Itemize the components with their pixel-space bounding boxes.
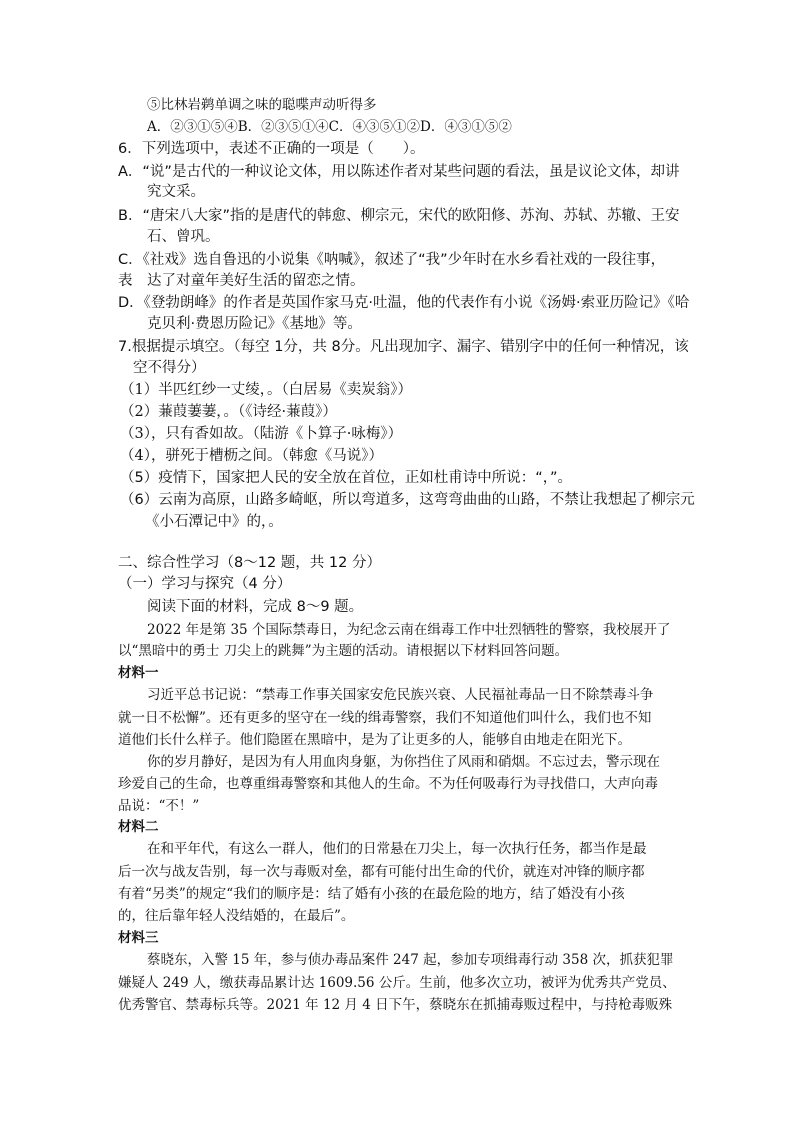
- q7-stem-line1: 7.根据提示填空。（每空 1分，共 8分。凡出现加字、漏字、错别字中的任何一种情况，该: [118, 339, 689, 355]
- section-intro-line2: 以“黑暗中的勇士 刀尖上的跳舞”为主题的活动。请根据以下材料回答问题。: [118, 643, 569, 659]
- q5-options: A．②③①⑤④B．②③⑤①④C．④③⑤①②D．④③①⑤②: [147, 119, 512, 135]
- q6-stem: 6．下列选项中，表述不正确的一项是（ ）。: [118, 141, 425, 157]
- q7-item-6-line2: 《小石潭记中》的，。: [145, 514, 283, 530]
- material-1-line: 就一日不松懈”。还有更多的坚守在一线的缉毒警察，我们不知道他们叫什么，我们也不知: [118, 710, 652, 726]
- material-3-line: 蔡晓东，入警 15 年，参与侦办毒品案件 247 起，参加专项缉毒行动 358 次，抓获犯罪: [147, 952, 674, 968]
- material-3-line: 嫌疑人 249 人，缴获毒品累计达 1609.56 公斤。生前，他多次立功，被评为优秀共产党员、: [118, 975, 676, 991]
- section-instruction: 阅读下面的材料，完成 8～9 题。: [147, 599, 364, 615]
- material-1-line: 珍爱自己的生命，也尊重缉毒警察和其他人的生命。不为任何吸毒行为寻找借口，大声向毒: [118, 776, 658, 792]
- q7-item-2: （2）蒹葭萋萋，。（《诗经·蒹葭》）: [120, 404, 337, 420]
- material-3-line: 优秀警官、禁毒标兵等。2021 年 12 月 4 日下午，蔡晓东在抓捕毒贩过程中，与持枪毒贩殊: [118, 997, 673, 1013]
- material-2-line: 在和平年代，有这么一群人，他们的日常悬在刀尖上，每一次执行任务，都当作是最: [147, 841, 647, 857]
- q6-option-b-line1: B．“唐宋八大家”指的是唐代的韩愈、柳宗元，宋代的欧阳修、苏洵、苏轼、苏辙、王安: [118, 208, 680, 224]
- material-1-line: 道他们长什么样子。他们隐匿在黑暗中，是为了让更多的人，能够自由地走在阳光下。: [118, 732, 631, 748]
- material-1-line: 习近平总书记说：“禁毒工作事关国家安危民族兴衰、人民福祉毒品一日不除禁毒斗争: [147, 687, 654, 703]
- subsection-title: （一）学习与探究（4 分）: [118, 576, 292, 592]
- q6-option-d-line1: D．《登勃朗峰》的作者是英国作家马克·吐温，他的代表作有小说《汤姆·索亚历险记》《哈: [118, 295, 690, 311]
- material-2-line: 有着“另类”的规定“我们的顺序是：结了婚有小孩的在最危险的地方，结了婚没有小孩: [118, 886, 625, 902]
- section-title: 二、综合性学习（8～12 题，共 12 分）: [118, 555, 381, 571]
- material-2-label: 材料二: [118, 819, 159, 835]
- q7-item-1: （1）半匹红纱一丈绫，。（白居易《卖炭翁》）: [120, 382, 412, 398]
- q5-item5: ⑤比林岩鹈单调之味的聪喋声动听得多: [147, 97, 377, 113]
- material-3-label: 材料三: [118, 930, 159, 946]
- q7-item-6-line1: （6）云南为高原，山路多崎岖，所以弯道多，这弯弯曲曲的山路，不禁让我想起了柳宗元: [120, 492, 695, 508]
- material-2-line: 的，往后靠年轻人没结婚的，在最后”。: [118, 908, 355, 924]
- q7-item-5: （5）疫情下，国家把人民的安全放在首位，正如杜甫诗中所说：“，”。: [120, 470, 572, 486]
- q6-option-c-line1: C．《社戏》选自鲁迅的小说集《呐喊》，叙述了“我”少年时在水乡看社戏的一段往事，: [118, 252, 666, 268]
- q6-option-a-line1: A．“说”是古代的一种议论文体，用以陈述作者对某些问题的看法，虽是议论文体，却讲: [118, 164, 680, 180]
- material-2-line: 后一次与战友告别，每一次与毒贩对垒，都有可能付出生命的代价，就连对冲锋的顺序都: [118, 864, 645, 880]
- material-1-line: 你的岁月静好，是因为有人用血肉身躯，为你挡住了风雨和硝烟。不忘过去，警示现在: [147, 754, 660, 770]
- q7-stem-line2: 空不得分）: [133, 360, 206, 376]
- q6-option-d-line2: 克贝利·费恩历险记》《基地》等。: [147, 316, 362, 332]
- material-1-label: 材料一: [118, 665, 159, 681]
- section-intro-line1: 2022 年是第 35 个国际禁毒日，为纪念云南在缉毒工作中壮烈牺牲的警察，我校展开了: [147, 622, 671, 638]
- q6-option-b-line2: 石、曾巩。: [147, 229, 220, 245]
- q6-option-c-line2: 表 达了对童年美好生活的留恋之情。: [118, 273, 365, 289]
- material-1-line: 品说：“不！”: [118, 798, 200, 814]
- q7-item-3: （3），只有香如故。（陆游《卜算子·咏梅》）: [120, 426, 403, 442]
- q6-option-a-line2: 究文采。: [147, 184, 205, 200]
- q7-item-4: （4），骈死于槽枥之间。（韩愈《马说》）: [120, 448, 383, 464]
